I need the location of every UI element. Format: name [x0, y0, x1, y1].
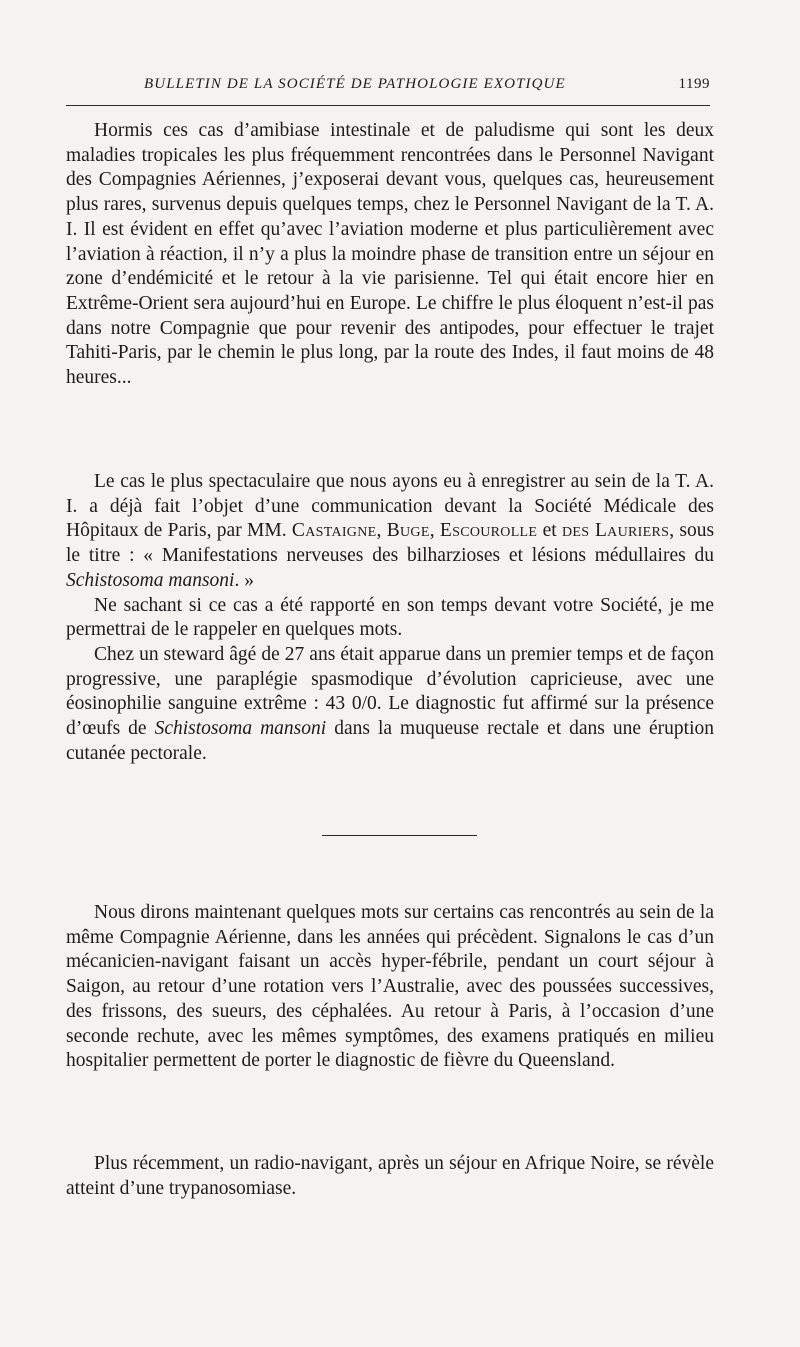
separator: et: [542, 520, 557, 542]
paragraph-text: Chez un steward âgé de 27 ans était apparue dans un premier temps et de façon progressive, une paraplégie spasmodique d’évolution capricieuse, avec une éosinophilie sanguine extrême : 43 0/0. Le diagnostic fut affirmé sur la présence d’œufs de: [66, 643, 714, 740]
text-block-intro: [66, 119, 714, 391]
text-block-queensland-case: [66, 901, 714, 1074]
running-head: [66, 76, 710, 100]
author-name: Buge: [386, 520, 430, 542]
text-block-bilharziose-case: [66, 470, 714, 766]
paragraph-text: dans la muqueuse rectale et dans une éruption cutanée pectorale.: [66, 718, 715, 764]
author-name: Escourolle: [439, 520, 538, 542]
separator: ,: [429, 520, 435, 542]
author-name: des Lauriers: [562, 520, 670, 542]
paragraph-steward-case: [66, 643, 714, 767]
paragraph-trypanosomiasis: Plus récemment, un radio-navigant, après un séjour en Afrique Noire, se révèle atteint d’une trypanosomiase.: [66, 1153, 714, 1199]
separator: ,: [376, 520, 382, 542]
paragraph-spectacular-case: [66, 470, 714, 594]
section-divider: [322, 835, 477, 836]
running-title: BULLETIN DE LA SOCIÉTÉ DE PATHOLOGIE EXOTIQUE: [144, 76, 566, 92]
paragraph-recall: Ne sachant si ce cas a été rapporté en son temps devant votre Société, je me permettrai de le rappeler en quelques mots.: [66, 594, 714, 641]
paragraph-text: . »: [234, 569, 254, 591]
paragraph-queensland-fever: Nous dirons maintenant quelques mots sur certains cas rencontrés au sein de la même Compagnie Aérienne, dans les années qui précèdent. Signalons le cas d’un mécanicien-navigant faisant un accès hyper-fébrile, pendant un court séjour à Saigon, au retour d’une rotation vers l’Australie, avec des poussées successives, des frissons, des sueurs, des céphalées. Au retour à Paris, à l’occasion d’une seconde rechute, avec les mêmes symptômes, des examens pratiqués en milieu hospitalier permettent de porter le diagnostic de fièvre du Queensland.: [66, 902, 714, 1072]
species-name: Schistosoma mansoni: [66, 569, 235, 591]
header-rule: [66, 105, 710, 106]
page-number: 1199: [678, 76, 710, 92]
text-block-trypanosomiasis-case: [66, 1152, 714, 1201]
paragraph-amibiase: Hormis ces cas d’amibiase intestinale et de paludisme qui sont les deux maladies tropicales les plus fréquemment rencontrées dans le Personnel Navigant des Compagnies Aériennes, j’exposerai devant vous, quelques cas, heureusement plus rares, survenus depuis quelques temps, chez le Personnel Navigant de la T. A. I. Il est évident en effet qu’avec l’aviation moderne et plus particulièrement avec l’aviation à réaction, il n’y a plus la moindre phase de transition entre un séjour en zone d’endémicité et le retour à la vie parisienne. Tel qui était encore hier en Extrême-Orient sera aujourd’hui en Europe. Le chiffre le plus éloquent n’est-il pas dans notre Compagnie que pour revenir des antipodes, pour effectuer le trajet Tahiti-Paris, par le chemin le plus long, par la route des Indes, il faut moins de 48 heures...: [66, 120, 714, 389]
paragraph-text: , sous le titre : « Manifestations nerveuses des bilharzioses et lésions médullaires du: [66, 520, 715, 567]
species-name: Schistosoma mansoni: [154, 718, 327, 740]
author-name: Castaigne: [291, 520, 377, 542]
paragraph-text: Le cas le plus spectaculaire que nous ayons eu à enregistrer au sein de la T. A. I. a déjà fait l’objet d’une communication devant la Société Médicale des Hôpitaux de Paris, par MM.: [66, 471, 714, 542]
